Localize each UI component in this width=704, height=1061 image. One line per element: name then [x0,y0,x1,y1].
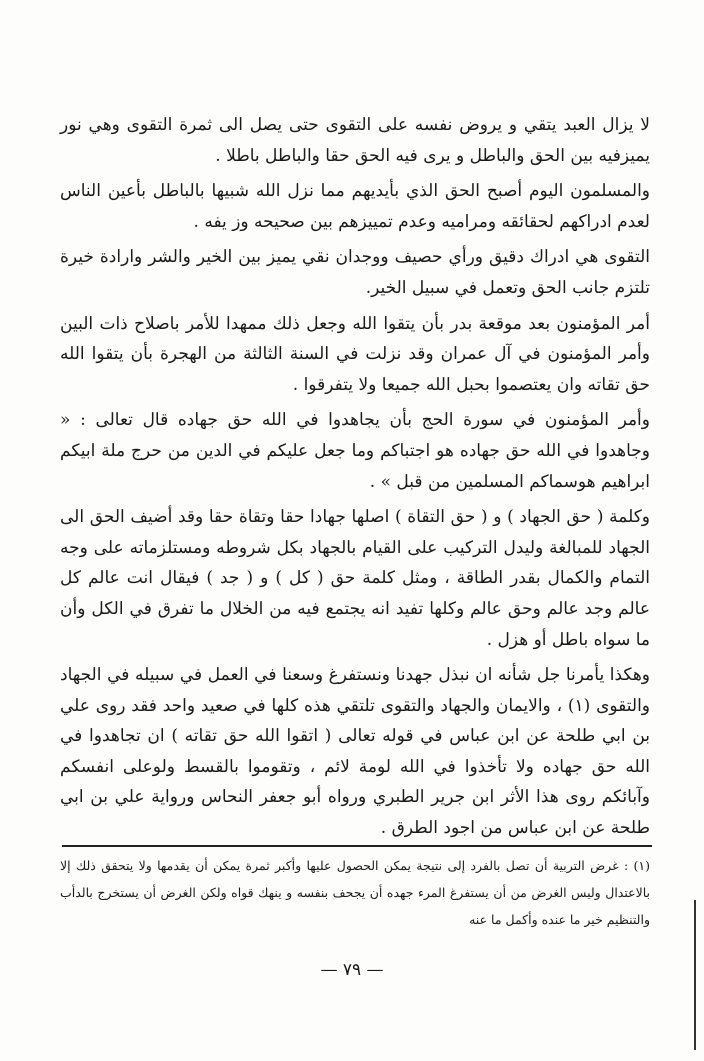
paragraph-6: وكلمة ( حق الجهاد ) و ( حق التقاة ) اصلها جهادا حقا وتقاة حقا وقد أضيف الحق الى الجهاد للمبالغة وليدل التركيب على القيام بالجهاد بكل شروطه ومستلزماته على وجه التمام والكمال بقدر الطاقة ، ومثل كلمة حق ( كل ) و ( جد ) فيقال انت عالم كل عالم وجد عالم وحق عالم وكلها تفيد انه يجتمع فيه من الخلال ما تفرق في الكل وأن ما سواه باطل أو هزل . [60,507,650,650]
paragraph-2: والمسلمون اليوم أصبح الحق الذي بأيديهم مما نزل الله شبيها بالباطل بأعين الناس لعدم ادراكهم لحقائقه ومراميه وعدم تمييزهم بين صحيحه وز يفه . [60,181,650,232]
paragraph-5: وأمر المؤمنون في سورة الحج بأن يجاهدوا في الله حق جهاده قال تعالى : « وجاهدوا في الله حق جهاده هو اجتباكم وما جعل عليكم في الدين من حرج ملة ابيكم ابراهيم هوسماكم المسلمين من قبل » . [60,410,650,492]
paragraph-7: وهكذا يأمرنا جل شأنه ان نبذل جهدنا ونستفرغ وسعنا في العمل في سبيله في الجهاد والتقوى (١) ، والايمان والجهاد والتقوى تلتقي هذه كلها في صعيد واحد فقد روى علي بن ابي طلحة عن ابن عباس في قوله تعالى ( اتقوا الله حق تقاته ) ان تجاهدوا في الله حق جهاده ولا تأخذوا في الله لومة لائم ، وتقوموا بالقسط ولوعلى انفسكم وآبائكم روى هذا الأثر ابن جرير الطبري ورواه أبو جعفر النحاس ورواية علي بن ابي طلحة عن ابن عباس من اجود الطرق . [60,665,651,839]
footnote-divider [62,845,652,847]
paragraph-3: التقوى هي ادراك دقيق ورأي حصيف ووجدان نقي يميز بين الخير والشر وارادة خيرة تلتزم جانب الحق وتعمل في سبيل الخير. [60,247,650,298]
page-number: — ٧٩ — [320,960,384,980]
footnote [60,852,650,933]
footnote-text: (١) : غرض التربية أن تصل بالفرد إلى نتيجة يمكن الحصول عليها وأكبر ثمرة يمكن أن يقدمها ولا يتحقق ذلك إلا بالاعتدال وليس الغرض من أن يستفرغ المرء جهده أن يجحف بنفسه و ينهك قواه ولكن الغرض أن يستخرج بالدأب والتنظيم خير ما عنده وأكمل ما عنه [60,858,650,927]
paragraph-4: أمر المؤمنون بعد موقعة بدر بأن يتقوا الله وجعل ذلك ممهدا للأمر باصلاح ذات البين وأمر المؤمنون في آل عمران وقد نزلت في السنة الثالثة من الهجرة بأن يتقوا الله حق تقاته وان يعتصموا بحبل الله جميعا ولا يتفرقوا . [60,313,650,395]
paragraph-1: لا يزال العبد يتقي و يروض نفسه على التقوى حتى يصل الى ثمرة التقوى وهي نور يميزفيه بين الحق والباطل و يرى فيه الحق حقا والباطل باطلا . [60,115,650,166]
main-text [60,110,650,849]
page-edge-mark [694,900,696,1050]
